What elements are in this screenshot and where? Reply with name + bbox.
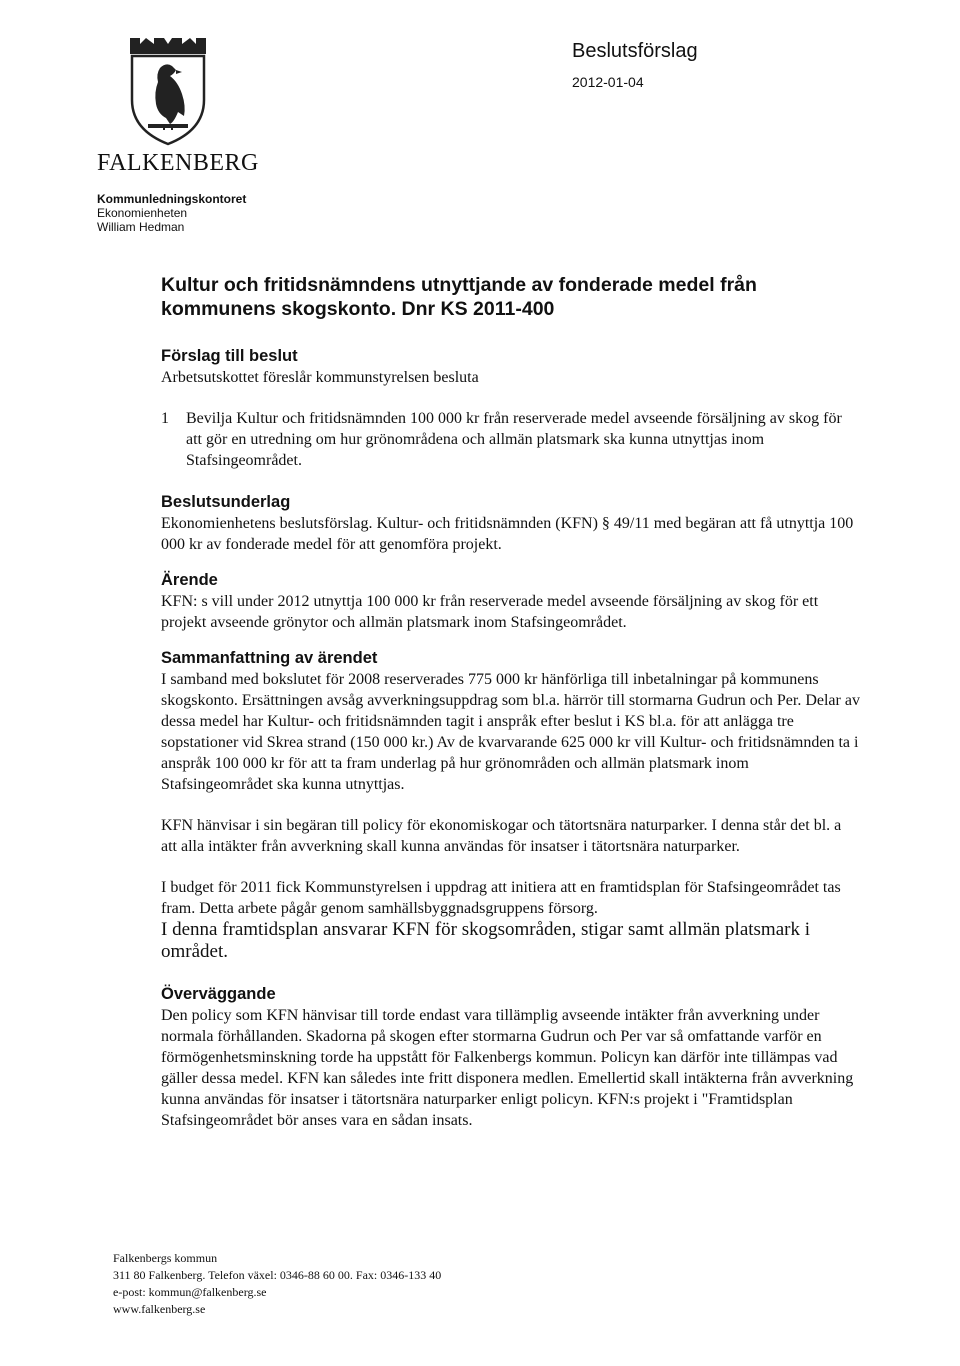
coat-of-arms-icon — [124, 34, 212, 146]
document-body — [161, 273, 861, 1131]
footer-org: Falkenbergs kommun — [113, 1251, 218, 1265]
sammanfattning-p3: I budget för 2011 fick Kommunstyrelsen i uppdrag att initiera att en framtidsplan för Stafsingeområdet tas fram. Detta arbete pågår genom samhällsbyggnadsgruppens försorg. — [161, 879, 841, 917]
sammanfattning-p4: I denna framtidsplan ansvarar KFN för skogsområden, stigar samt allmän platsmark i området. — [161, 919, 810, 962]
arende-text: KFN: s vill under 2012 utnyttja 100 000 kr från reserverade medel avseende försäljning av skog för ett projekt avseende grönytor och allmän platsmark inom Stafsingeområdet. — [161, 593, 819, 631]
sammanfattning-p1: I samband med bokslutet för 2008 reserverades 775 000 kr hänförliga till inbetalningar på kommunens skogskonto. Ersättningen avsåg avverkningsuppdrag som bl.a. härrör till stormarna Gudrun och Per. Delar av dessa medel har Kultur- och fritidsnämnden tagit i anspråk efter beslut i KS bl.a. för att anlägga tre sopstationer vid Skrea strand (150 000 kr.) Av de kvarvarande 625 000 kr vill Kultur- och fritidsnämnden ta i anspråk 100 000 kr för att ta fram underlag på hur grönområden och allmän platsmark inom Stafsingeområdet ska kunna utnyttjas. — [161, 671, 860, 793]
document-type: Beslutsförslag — [572, 40, 698, 62]
decision-item-number: 1 — [161, 410, 169, 427]
org-unit: Ekonomienheten — [97, 206, 188, 220]
org-department: Kommunledningskontoret — [97, 192, 247, 206]
heading-forslag: Förslag till beslut — [161, 347, 298, 365]
beslutsunderlag-text: Ekonomienhetens beslutsförslag. Kultur- och fritidsnämnden (KFN) § 49/11 med begäran att få utnyttja 100 000 kr av fonderade medel för att genomföra projekt. — [161, 515, 854, 553]
decision-item — [161, 408, 861, 471]
overvagande-text: Den policy som KFN hänvisar till torde endast vara tillämplig avseende intäkter från avverkning under normala förhållanden. Skadorna på skogen efter stormarna Gudrun och Per var så omfattande varför en förmögenhetsminskning torde ha uppstått för Falkenbergs kommun. Policyn kan därför inte tillämpas vad gäller dessa medel. KFN kan således inte fritt disponera medlen. Emellertid skall intäkterna från avverkning kunna användas för insatser i tätortsnära naturparker enligt policyn. KFN:s projekt i "Framtidsplan Stafsingeområdet bör anses vara en sådan insats. — [161, 1007, 854, 1129]
page-footer — [113, 1250, 441, 1318]
sammanfattning-p2: KFN hänvisar i sin begäran till policy för ekonomiskogar och tätortsnära naturparker. I denna står det bl. a att alla intäkter från avverkning skall kunna användas för insatser i tätortsnära naturparker. — [161, 817, 842, 855]
document-date: 2012-01-04 — [572, 74, 644, 90]
footer-address: 311 80 Falkenberg. Telefon växel: 0346-88 60 00. Fax: 0346-133 40 — [113, 1268, 442, 1282]
heading-overvagande: Överväggande — [161, 985, 276, 1003]
footer-website: www.falkenberg.se — [113, 1302, 206, 1316]
heading-sammanfattning: Sammanfattning av ärendet — [161, 649, 378, 667]
author-name: William Hedman — [97, 220, 185, 234]
footer-email: e-post: kommun@falkenberg.se — [113, 1285, 267, 1299]
decision-item-text: Bevilja Kultur och fritidsnämnden 100 000 kr från reserverade medel avseende försäljning av skog för att gör en utredning om hur grönområdena och allmän platsmark ska kunna utnyttjas inom Stafsingeområdet. — [186, 410, 842, 469]
heading-beslutsunderlag: Beslutsunderlag — [161, 493, 291, 511]
org-name: FALKENBERG — [97, 150, 259, 176]
document-title: Kultur och fritidsnämndens utnyttjande av fonderade medel från kommunens skogskonto. Dnr KS 2011-400 — [161, 274, 757, 320]
org-details — [97, 192, 246, 234]
forslag-intro: Arbetsutskottet föreslår kommunstyrelsen besluta — [161, 369, 479, 386]
heading-arende: Ärende — [161, 571, 218, 589]
